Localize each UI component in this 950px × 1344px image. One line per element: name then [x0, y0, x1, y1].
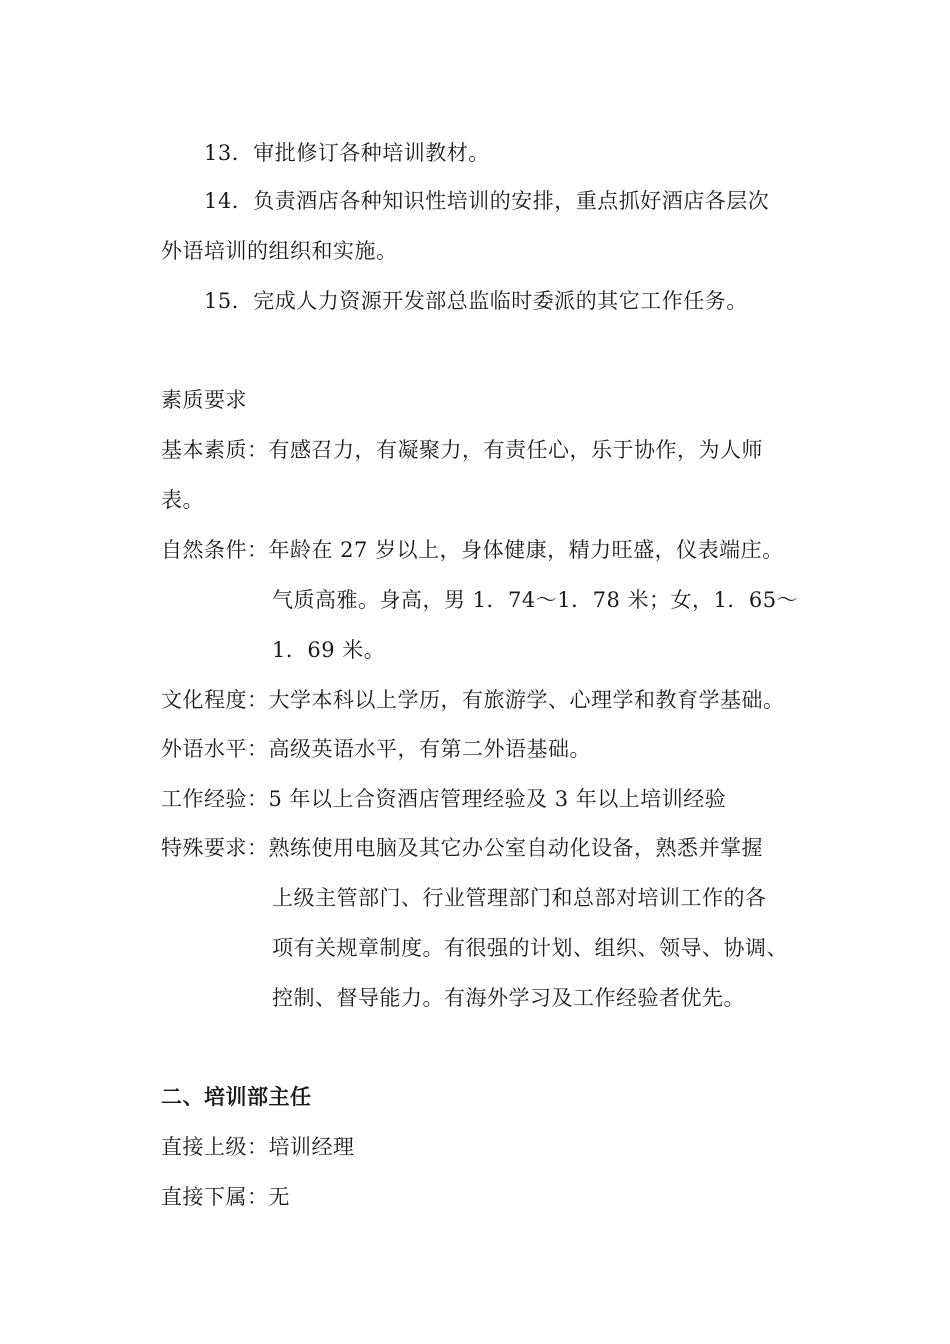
- natural-conditions-line-2: 气质高雅。身高，男 1．74～1．78 米；女，1．65～: [272, 588, 799, 612]
- special-requirements-line-3: 项有关规章制度。有很强的计划、组织、领导、协调、: [272, 936, 788, 960]
- special-requirements-line-2: 上级主管部门、行业管理部门和总部对培训工作的各: [272, 886, 767, 910]
- natural-conditions-line-3: 1．69 米。: [272, 638, 386, 662]
- direct-superior: 直接上级：培训经理: [161, 1135, 355, 1159]
- special-requirements-line-1: 特殊要求：熟练使用电脑及其它办公室自动化设备，熟悉并掌握: [161, 836, 763, 860]
- work-experience: 工作经验：5 年以上合资酒店管理经验及 3 年以上培训经验: [161, 787, 727, 811]
- natural-conditions-line-1: 自然条件：年龄在 27 岁以上，身体健康，精力旺盛，仪表端庄。: [161, 538, 784, 562]
- duty-item-14-line-1: 14．负责酒店各种知识性培训的安排，重点抓好酒店各层次: [204, 189, 770, 213]
- qualifications-heading: 素质要求: [161, 388, 247, 412]
- duty-item-14-line-2: 外语培训的组织和实施。: [161, 239, 398, 263]
- basic-quality-line-2: 表。: [161, 488, 204, 512]
- duty-item-13: 13．审批修订各种培训教材。: [204, 141, 490, 165]
- basic-quality-line-1: 基本素质：有感召力，有凝聚力，有责任心，乐于协作，为人师: [161, 438, 763, 462]
- special-requirements-line-4: 控制、督导能力。有海外学习及工作经验者优先。: [272, 986, 745, 1010]
- direct-subordinate: 直接下属：无: [161, 1185, 290, 1209]
- education-level: 文化程度：大学本科以上学历，有旅游学、心理学和教育学基础。: [161, 688, 785, 712]
- section-2-heading: 二、培训部主任: [161, 1085, 312, 1109]
- language-level: 外语水平：高级英语水平，有第二外语基础。: [161, 737, 591, 761]
- duty-item-15: 15．完成人力资源开发部总监临时委派的其它工作任务。: [204, 289, 748, 313]
